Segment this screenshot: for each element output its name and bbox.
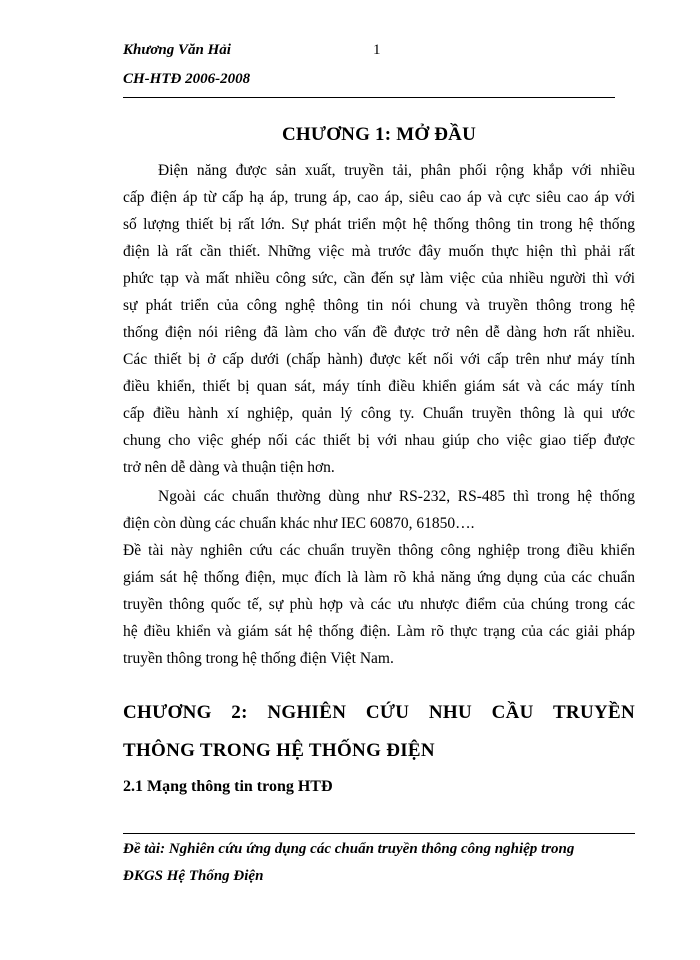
body-line: sự phát triển của công nghệ thông tin nói chung và truyền thông trong hệ [123, 297, 635, 314]
body-line: trở nên dễ dàng và thuận tiện hơn. [123, 459, 335, 476]
body-line: truyền thông quốc tế, sự phù hợp và các ưu nhược điểm của chúng trong các [123, 596, 635, 613]
body-line: số lượng thiết bị rất lớn. Sự phát triển một hệ thống thông tin trong hệ thống [123, 216, 635, 233]
body-line: Đề tài này nghiên cứu các chuẩn truyền thông công nghiệp trong điều khiển [123, 542, 635, 559]
body-line: Điện năng được sản xuất, truyền tải, phân phối rộng khắp với nhiều [158, 162, 635, 179]
body-line: truyền thông trong hệ thống điện Việt Nam. [123, 650, 394, 667]
body-line: điện là rất cần thiết. Những việc mà trước đây muốn thực hiện thì phải rất [123, 243, 635, 260]
body-line: hệ điều khiển và giám sát hệ thống điện. Làm rõ thực trạng của các giải pháp [123, 623, 635, 640]
body-line: thống điện nói riêng đã làm cho vấn đề được trở nên dễ dàng hơn rất nhiều. [123, 324, 635, 341]
body-line: chung cho việc ghép nối các thiết bị với nhau giúp cho việc giao tiếp được [123, 432, 635, 449]
body-line: phức tạp và mất nhiều công sức, cần đến sự làm việc của nhiều người thì với [123, 270, 635, 287]
header-divider [123, 97, 615, 98]
page-number: 1 [373, 42, 381, 58]
body-line: giám sát hệ thống điện, mục đích là làm rõ khả năng ứng dụng của các chuẩn [123, 569, 635, 586]
footer-topic-line-2: ĐKGS Hệ Thống Điện [123, 868, 264, 884]
body-line: Các thiết bị ở cấp dưới (chấp hành) được kết nối với cấp trên như máy tính [123, 351, 635, 368]
body-line: điện còn dùng các chuẩn khác như IEC 60870, 61850…. [123, 515, 475, 532]
body-line: điều khiển, thiết bị quan sát, máy tính điều khiển giám sát và các máy tính [123, 378, 635, 395]
footer-topic-line-1: Đề tài: Nghiên cứu ứng dụng các chuẩn truyền thông công nghiệp trong [123, 841, 575, 857]
section-title: 2.1 Mạng thông tin trong HTĐ [123, 778, 333, 795]
chapter-2-title-line-1: CHƯƠNG 2: NGHIÊN CỨU NHU CẦU TRUYỀN [123, 702, 635, 723]
header-author: Khương Văn Hải [123, 42, 231, 58]
body-line: Ngoài các chuẩn thường dùng như RS-232, RS-485 thì trong hệ thống [158, 488, 635, 505]
chapter-1-title: CHƯƠNG 1: MỞ ĐẦU [281, 124, 477, 145]
body-line: cấp điều hành xí nghiệp, quản lý công ty. Chuẩn truyền thông là qui ước [123, 405, 635, 422]
header-course: CH-HTĐ 2006-2008 [123, 71, 251, 87]
footer-divider [123, 833, 635, 834]
body-line: cấp điện áp từ cấp hạ áp, trung áp, cao áp, siêu cao áp và cực siêu cao áp với [123, 189, 635, 206]
chapter-2-title-line-2: THÔNG TRONG HỆ THỐNG ĐIỆN [123, 740, 435, 761]
